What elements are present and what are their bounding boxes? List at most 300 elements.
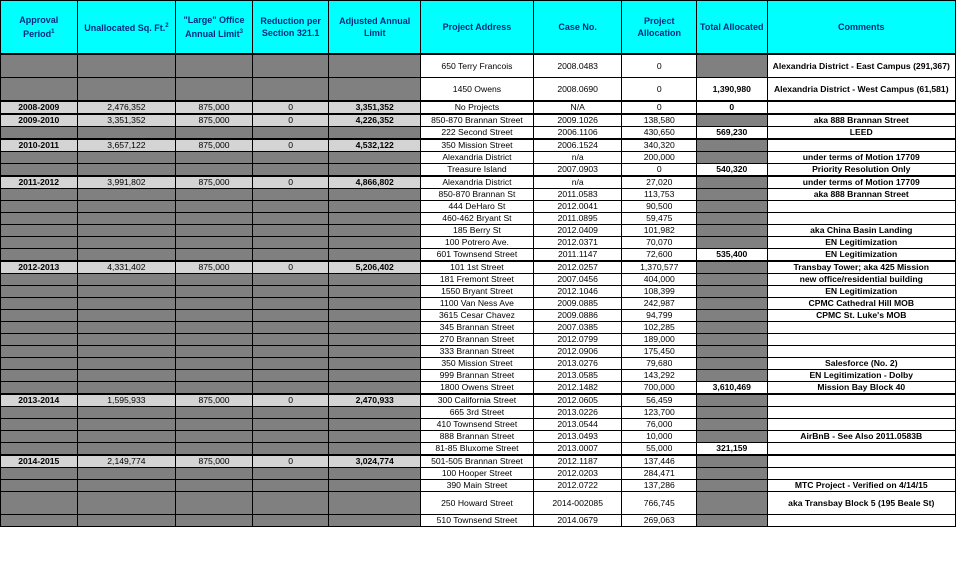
large-office-limit-cell (176, 225, 253, 237)
large-office-limit-cell (176, 419, 253, 431)
large-office-limit-cell: 875,000 (176, 261, 253, 274)
case-number-cell: 2012.0203 (533, 468, 622, 480)
case-number-cell: 2013.0544 (533, 419, 622, 431)
project-allocation-cell: 79,680 (622, 358, 697, 370)
comments-cell: new office/residential building (767, 274, 955, 286)
project-allocation-cell: 0 (622, 78, 697, 102)
adjusted-limit-cell (329, 78, 421, 102)
approval-period-cell (1, 419, 78, 431)
large-office-limit-cell: 875,000 (176, 101, 253, 114)
project-address-cell: 510 Townsend Street (421, 515, 534, 527)
approval-period-cell: 2008-2009 (1, 101, 78, 114)
large-office-limit-cell (176, 382, 253, 395)
comments-cell: LEED (767, 127, 955, 140)
reduction-cell (252, 127, 329, 140)
project-address-cell: 350 Mission Street (421, 139, 534, 152)
total-allocated-cell (697, 394, 768, 407)
unallocated-cell: 1,595,933 (77, 394, 176, 407)
case-number-cell: n/a (533, 152, 622, 164)
large-office-limit-cell (176, 407, 253, 419)
adjusted-limit-cell (329, 468, 421, 480)
total-allocated-cell (697, 225, 768, 237)
large-office-limit-cell (176, 249, 253, 262)
reduction-cell (252, 358, 329, 370)
approval-period-cell (1, 358, 78, 370)
adjusted-limit-cell (329, 334, 421, 346)
adjusted-limit-cell (329, 249, 421, 262)
reduction-cell (252, 370, 329, 382)
large-office-limit-cell (176, 468, 253, 480)
project-address-cell: 81-85 Bluxome Street (421, 443, 534, 456)
comments-cell (767, 322, 955, 334)
reduction-cell (252, 480, 329, 492)
total-allocated-cell (697, 515, 768, 527)
case-number-cell: 2006.1106 (533, 127, 622, 140)
approval-period-cell: 2013-2014 (1, 394, 78, 407)
approval-period-cell (1, 152, 78, 164)
comments-cell (767, 394, 955, 407)
comments-cell: EN Legitimization (767, 249, 955, 262)
adjusted-limit-cell (329, 213, 421, 225)
large-office-limit-cell (176, 286, 253, 298)
total-allocated-cell (697, 152, 768, 164)
unallocated-cell (77, 382, 176, 395)
unallocated-cell: 2,149,774 (77, 455, 176, 468)
project-allocation-cell: 340,320 (622, 139, 697, 152)
case-number-cell: 2014-002085 (533, 492, 622, 515)
unallocated-cell (77, 249, 176, 262)
case-number-cell: 2014.0679 (533, 515, 622, 527)
project-address-cell: 185 Berry St (421, 225, 534, 237)
comments-cell: under terms of Motion 17709 (767, 152, 955, 164)
case-number-cell: 2008.0483 (533, 54, 622, 78)
case-number-cell: 2007.0903 (533, 164, 622, 177)
comments-cell: under terms of Motion 17709 (767, 176, 955, 189)
project-address-cell: 101 1st Street (421, 261, 534, 274)
project-allocation-cell: 200,000 (622, 152, 697, 164)
case-number-cell: 2008.0690 (533, 78, 622, 102)
approval-period-cell (1, 515, 78, 527)
project-allocation-cell: 138,580 (622, 114, 697, 127)
unallocated-cell: 3,657,122 (77, 139, 176, 152)
header-row (1, 1, 956, 55)
total-allocated-cell (697, 322, 768, 334)
approval-period-cell (1, 189, 78, 201)
table-row (1, 114, 956, 127)
adjusted-limit-cell (329, 237, 421, 249)
case-number-cell: 2011.1147 (533, 249, 622, 262)
case-number-cell: 2013.0007 (533, 443, 622, 456)
project-allocation-cell: 189,000 (622, 334, 697, 346)
header-total: Total Allocated (697, 1, 768, 55)
comments-cell: MTC Project - Verified on 4/14/15 (767, 480, 955, 492)
comments-cell: Priority Resolution Only (767, 164, 955, 177)
total-allocated-cell (697, 286, 768, 298)
unallocated-cell (77, 225, 176, 237)
unallocated-cell (77, 370, 176, 382)
case-number-cell: 2006.1524 (533, 139, 622, 152)
project-allocation-cell: 0 (622, 101, 697, 114)
reduction-cell: 0 (252, 176, 329, 189)
approval-period-cell (1, 298, 78, 310)
unallocated-cell (77, 201, 176, 213)
adjusted-limit-cell (329, 127, 421, 140)
adjusted-limit-cell (329, 225, 421, 237)
approval-period-cell (1, 164, 78, 177)
project-allocation-cell: 175,450 (622, 346, 697, 358)
header-unallocated: Unallocated Sq. Ft.$^2$ (77, 1, 176, 55)
comments-cell: AirBnB - See Also 2011.0583B (767, 431, 955, 443)
adjusted-limit-cell (329, 274, 421, 286)
adjusted-limit-cell (329, 201, 421, 213)
table-row (1, 358, 956, 370)
reduction-cell (252, 274, 329, 286)
project-allocation-cell: 90,500 (622, 201, 697, 213)
reduction-cell (252, 54, 329, 78)
header-large-office: "Large" Office Annual Limit$^3$ (176, 1, 253, 55)
unallocated-cell: 4,331,402 (77, 261, 176, 274)
total-allocated-cell: 569,230 (697, 127, 768, 140)
project-address-cell: 850-870 Brannan Street (421, 114, 534, 127)
case-number-cell: 2012.0605 (533, 394, 622, 407)
table-row (1, 419, 956, 431)
total-allocated-cell (697, 213, 768, 225)
unallocated-cell (77, 322, 176, 334)
approval-period-cell (1, 310, 78, 322)
table-row (1, 468, 956, 480)
reduction-cell: 0 (252, 139, 329, 152)
reduction-cell: 0 (252, 394, 329, 407)
unallocated-cell (77, 334, 176, 346)
comments-cell: EN Legitimization (767, 237, 955, 249)
reduction-cell (252, 419, 329, 431)
case-number-cell: N/A (533, 101, 622, 114)
approval-period-cell (1, 237, 78, 249)
unallocated-cell (77, 54, 176, 78)
case-number-cell: 2011.0895 (533, 213, 622, 225)
project-allocation-cell: 137,286 (622, 480, 697, 492)
comments-cell (767, 213, 955, 225)
reduction-cell (252, 237, 329, 249)
unallocated-cell (77, 310, 176, 322)
comments-cell: aka China Basin Landing (767, 225, 955, 237)
table-row (1, 394, 956, 407)
header-case: Case No. (533, 1, 622, 55)
comments-cell (767, 515, 955, 527)
total-allocated-cell: 1,390,980 (697, 78, 768, 102)
case-number-cell: 2009.0886 (533, 310, 622, 322)
adjusted-limit-cell (329, 286, 421, 298)
table-body (1, 54, 956, 527)
adjusted-limit-cell: 4,532,122 (329, 139, 421, 152)
total-allocated-cell: 0 (697, 101, 768, 114)
table-row (1, 286, 956, 298)
header-address: Project Address (421, 1, 534, 55)
total-allocated-cell (697, 274, 768, 286)
approval-period-cell (1, 274, 78, 286)
case-number-cell: 2009.1026 (533, 114, 622, 127)
total-allocated-cell (697, 455, 768, 468)
total-allocated-cell (697, 492, 768, 515)
case-number-cell: 2012.1046 (533, 286, 622, 298)
large-office-limit-cell: 875,000 (176, 455, 253, 468)
comments-cell (767, 334, 955, 346)
unallocated-cell (77, 298, 176, 310)
unallocated-cell: 3,351,352 (77, 114, 176, 127)
approval-period-cell (1, 480, 78, 492)
unallocated-cell: 2,476,352 (77, 101, 176, 114)
large-office-limit-cell (176, 346, 253, 358)
adjusted-limit-cell (329, 443, 421, 456)
approval-period-cell: 2012-2013 (1, 261, 78, 274)
table-row (1, 101, 956, 114)
project-address-cell: 333 Brannan Street (421, 346, 534, 358)
comments-cell (767, 139, 955, 152)
adjusted-limit-cell (329, 407, 421, 419)
adjusted-limit-cell: 3,351,352 (329, 101, 421, 114)
table-row (1, 189, 956, 201)
unallocated-cell (77, 346, 176, 358)
project-allocation-cell: 70,070 (622, 237, 697, 249)
reduction-cell: 0 (252, 101, 329, 114)
project-allocation-cell: 72,600 (622, 249, 697, 262)
table-row (1, 443, 956, 456)
comments-cell: aka Transbay Block 5 (195 Beale St) (767, 492, 955, 515)
table-row (1, 298, 956, 310)
project-address-cell: No Projects (421, 101, 534, 114)
adjusted-limit-cell (329, 370, 421, 382)
adjusted-limit-cell: 2,470,933 (329, 394, 421, 407)
table-row (1, 480, 956, 492)
total-allocated-cell: 321,159 (697, 443, 768, 456)
project-allocation-cell: 94,799 (622, 310, 697, 322)
adjusted-limit-cell (329, 164, 421, 177)
unallocated-cell (77, 480, 176, 492)
comments-cell: aka 888 Brannan Street (767, 114, 955, 127)
large-office-limit-cell (176, 164, 253, 177)
adjusted-limit-cell (329, 492, 421, 515)
project-address-cell: Alexandria District (421, 176, 534, 189)
table-row (1, 164, 956, 177)
adjusted-limit-cell (329, 152, 421, 164)
comments-cell: Alexandria District - East Campus (291,367) (767, 54, 955, 78)
table-row (1, 346, 956, 358)
project-allocation-cell: 108,399 (622, 286, 697, 298)
large-office-limit-cell: 875,000 (176, 394, 253, 407)
reduction-cell (252, 164, 329, 177)
total-allocated-cell (697, 54, 768, 78)
project-allocation-cell: 430,650 (622, 127, 697, 140)
reduction-cell (252, 515, 329, 527)
unallocated-cell: 3,991,802 (77, 176, 176, 189)
comments-cell: aka 888 Brannan Street (767, 189, 955, 201)
table-row (1, 54, 956, 78)
adjusted-limit-cell: 3,024,774 (329, 455, 421, 468)
unallocated-cell (77, 274, 176, 286)
project-allocation-cell: 143,292 (622, 370, 697, 382)
large-office-limit-cell (176, 515, 253, 527)
project-address-cell: 460-462 Bryant St (421, 213, 534, 225)
comments-cell (767, 201, 955, 213)
approval-period-cell (1, 492, 78, 515)
project-address-cell: 999 Brannan Street (421, 370, 534, 382)
adjusted-limit-cell (329, 346, 421, 358)
approval-period-cell (1, 370, 78, 382)
reduction-cell (252, 78, 329, 102)
total-allocated-cell (697, 407, 768, 419)
project-address-cell: 100 Potrero Ave. (421, 237, 534, 249)
reduction-cell (252, 225, 329, 237)
case-number-cell: 2012.0799 (533, 334, 622, 346)
project-allocation-cell: 101,982 (622, 225, 697, 237)
project-address-cell: 1100 Van Ness Ave (421, 298, 534, 310)
project-allocation-cell: 284,471 (622, 468, 697, 480)
reduction-cell (252, 298, 329, 310)
total-allocated-cell: 3,610,469 (697, 382, 768, 395)
project-allocation-cell: 404,000 (622, 274, 697, 286)
header-comments: Comments (767, 1, 955, 55)
header-allocation: Project Allocation (622, 1, 697, 55)
table-row (1, 176, 956, 189)
reduction-cell (252, 334, 329, 346)
project-address-cell: 181 Fremont Street (421, 274, 534, 286)
project-address-cell: 410 Townsend Street (421, 419, 534, 431)
approval-period-cell: 2009-2010 (1, 114, 78, 127)
project-address-cell: 850-870 Brannan St (421, 189, 534, 201)
adjusted-limit-cell (329, 419, 421, 431)
table-row (1, 237, 956, 249)
approval-period-cell (1, 346, 78, 358)
reduction-cell (252, 492, 329, 515)
total-allocated-cell (697, 480, 768, 492)
approval-period-cell: 2011-2012 (1, 176, 78, 189)
reduction-cell: 0 (252, 114, 329, 127)
comments-cell: Alexandria District - West Campus (61,581) (767, 78, 955, 102)
header-approval-period: Approval Period$^1$ (1, 1, 78, 55)
adjusted-limit-cell: 4,226,352 (329, 114, 421, 127)
case-number-cell: 2012.0257 (533, 261, 622, 274)
table-row (1, 78, 956, 102)
comments-cell (767, 407, 955, 419)
table-row (1, 334, 956, 346)
project-allocation-cell: 113,753 (622, 189, 697, 201)
total-allocated-cell (697, 334, 768, 346)
project-address-cell: 100 Hooper Street (421, 468, 534, 480)
adjusted-limit-cell (329, 322, 421, 334)
large-office-limit-cell (176, 78, 253, 102)
comments-cell (767, 468, 955, 480)
approval-period-cell (1, 382, 78, 395)
adjusted-limit-cell (329, 358, 421, 370)
comments-cell: Transbay Tower; aka 425 Mission (767, 261, 955, 274)
adjusted-limit-cell (329, 54, 421, 78)
case-number-cell: 2012.0906 (533, 346, 622, 358)
total-allocated-cell (697, 419, 768, 431)
comments-cell: EN Legitimization (767, 286, 955, 298)
total-allocated-cell (697, 139, 768, 152)
large-office-limit-cell (176, 189, 253, 201)
approval-period-cell (1, 225, 78, 237)
project-allocation-cell: 27,020 (622, 176, 697, 189)
project-address-cell: 250 Howard Street (421, 492, 534, 515)
large-office-limit-cell: 875,000 (176, 139, 253, 152)
adjusted-limit-cell (329, 310, 421, 322)
unallocated-cell (77, 407, 176, 419)
total-allocated-cell (697, 298, 768, 310)
table-row (1, 310, 956, 322)
comments-cell: CPMC Cathedral Hill MOB (767, 298, 955, 310)
large-office-limit-cell (176, 492, 253, 515)
project-address-cell: 888 Brannan Street (421, 431, 534, 443)
project-allocation-cell: 76,000 (622, 419, 697, 431)
reduction-cell (252, 407, 329, 419)
case-number-cell: 2012.1187 (533, 455, 622, 468)
large-office-limit-cell (176, 54, 253, 78)
large-office-limit-cell (176, 334, 253, 346)
adjusted-limit-cell: 4,866,802 (329, 176, 421, 189)
unallocated-cell (77, 443, 176, 456)
total-allocated-cell (697, 310, 768, 322)
approval-period-cell (1, 78, 78, 102)
comments-cell (767, 419, 955, 431)
large-office-limit-cell (176, 298, 253, 310)
approval-period-cell (1, 127, 78, 140)
adjusted-limit-cell (329, 189, 421, 201)
total-allocated-cell (697, 201, 768, 213)
comments-cell (767, 443, 955, 456)
reduction-cell (252, 201, 329, 213)
reduction-cell (252, 468, 329, 480)
adjusted-limit-cell (329, 515, 421, 527)
unallocated-cell (77, 237, 176, 249)
comments-cell: CPMC St. Luke's MOB (767, 310, 955, 322)
approval-period-cell (1, 201, 78, 213)
case-number-cell: n/a (533, 176, 622, 189)
large-office-limit-cell (176, 443, 253, 456)
approval-period-cell (1, 213, 78, 225)
project-address-cell: 390 Main Street (421, 480, 534, 492)
total-allocated-cell (697, 261, 768, 274)
table-row (1, 515, 956, 527)
large-office-limit-cell: 875,000 (176, 176, 253, 189)
project-address-cell: 350 Mission Street (421, 358, 534, 370)
approval-period-cell (1, 249, 78, 262)
unallocated-cell (77, 213, 176, 225)
case-number-cell: 2012.0409 (533, 225, 622, 237)
large-office-limit-cell (176, 431, 253, 443)
total-allocated-cell (697, 346, 768, 358)
total-allocated-cell (697, 468, 768, 480)
project-allocation-cell: 242,987 (622, 298, 697, 310)
case-number-cell: 2013.0226 (533, 407, 622, 419)
unallocated-cell (77, 492, 176, 515)
approval-period-cell: 2010-2011 (1, 139, 78, 152)
comments-cell (767, 101, 955, 114)
project-allocation-cell: 766,745 (622, 492, 697, 515)
project-address-cell: 665 3rd Street (421, 407, 534, 419)
comments-cell: Salesforce (No. 2) (767, 358, 955, 370)
approval-period-cell (1, 443, 78, 456)
large-office-limit-cell (176, 127, 253, 140)
project-address-cell: 1450 Owens (421, 78, 534, 102)
case-number-cell: 2013.0493 (533, 431, 622, 443)
project-address-cell: 444 DeHaro St (421, 201, 534, 213)
total-allocated-cell: 540,320 (697, 164, 768, 177)
reduction-cell (252, 249, 329, 262)
project-allocation-cell: 0 (622, 54, 697, 78)
project-address-cell: Alexandria District (421, 152, 534, 164)
case-number-cell: 2013.0585 (533, 370, 622, 382)
